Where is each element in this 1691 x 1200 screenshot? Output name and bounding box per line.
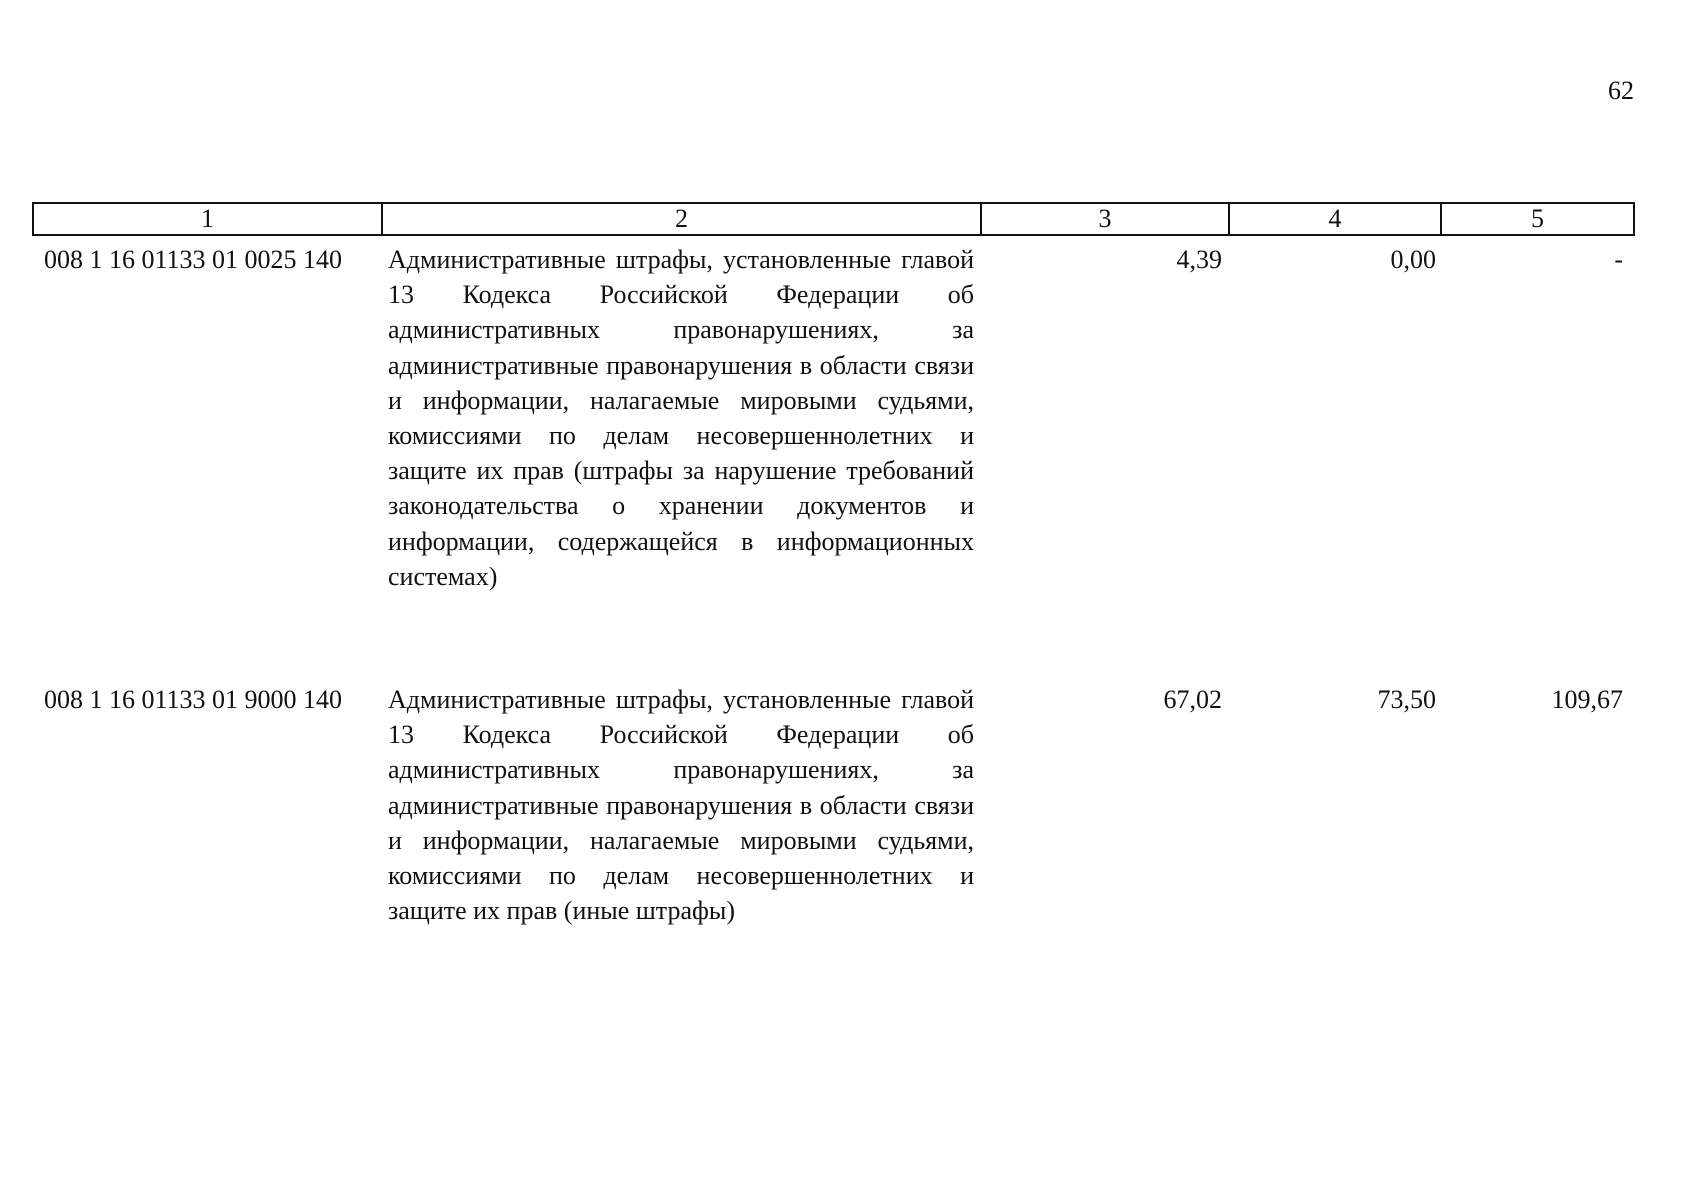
revenue-description: Административные штрафы, установленные главой 13 Кодекса Российской Федерации об административных правонарушениях, за административные правонарушения в области связи и информации, налагаемые мировыми судьями, комиссиями по делам несовершеннолетних и защите их прав (штрафы за нарушение требований законодательства о хранении документов и информации, содержащейся в информационных системах) — [388, 245, 974, 591]
table-header-col-1: 1 — [34, 204, 383, 234]
table-row — [32, 242, 1635, 594]
table-row — [32, 682, 1635, 928]
budget-code: 008 1 16 01133 01 0025 140 — [44, 245, 343, 274]
value-col-4: 73,50 — [1377, 685, 1436, 714]
budget-code: 008 1 16 01133 01 9000 140 — [44, 685, 343, 714]
value-col-4: 0,00 — [1390, 245, 1436, 274]
page-number: 62 — [1608, 76, 1634, 105]
value-col-5: - — [1614, 245, 1623, 274]
table-header-col-2: 2 — [383, 204, 982, 234]
table-header-row — [32, 202, 1635, 236]
table-header-col-5: 5 — [1531, 204, 1544, 233]
value-col-3: 67,02 — [1163, 685, 1222, 714]
revenue-description: Административные штрафы, установленные главой 13 Кодекса Российской Федерации об административных правонарушениях, за административные правонарушения в области связи и информации, налагаемые мировыми судьями, комиссиями по делам несовершеннолетних и защите их прав (иные штрафы) — [388, 685, 974, 926]
table-header-col-4: 4 — [1230, 204, 1442, 234]
table-header-col-3: 3 — [982, 204, 1230, 234]
value-col-5: 109,67 — [1551, 685, 1623, 714]
value-col-3: 4,39 — [1176, 245, 1222, 274]
